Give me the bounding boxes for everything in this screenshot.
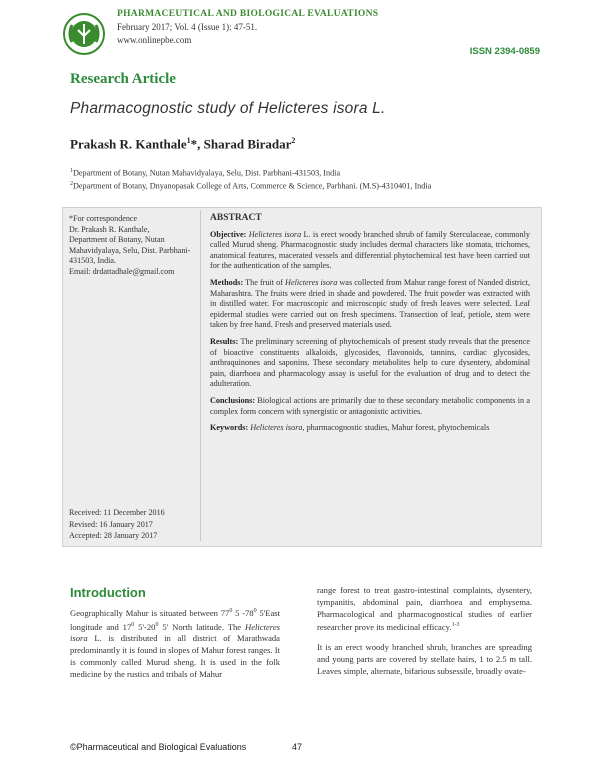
wreath-seal-icon bbox=[62, 12, 106, 56]
correspondence-email[interactable]: Email: drdattadhale@gmail.com bbox=[69, 266, 175, 276]
journal-issue: February 2017; Vol. 4 (Issue 1): 47-51. bbox=[117, 22, 258, 32]
abstract-heading: ABSTRACT bbox=[210, 213, 262, 223]
correspondence: *For correspondence Dr. Prakash R. Kanthale, Department of Botany, Nutan Mahavidyalaya, Selu, Dist. Parbhani-431503, India. Email: drdattadhale@gmail.com bbox=[69, 214, 197, 278]
intro-paragraph-3: It is an erect woody branched shrub, branches are spreading and young parts are covered by stellate hairs, 1 to 2.5 m tall. Leaves simple, alternate, bifarious subsessile, broadly ovate- bbox=[317, 642, 532, 676]
article-title: Pharmacognostic study of Helicteres isora L. bbox=[70, 100, 386, 117]
journal-name: PHARMACEUTICAL AND BIOLOGICAL EVALUATIONS bbox=[117, 9, 379, 19]
page-number: 47 bbox=[292, 742, 303, 752]
date-received: Received: 11 December 2016 bbox=[69, 508, 165, 517]
intro-paragraph-2: range forest to treat gastro-intestinal complaints, dysentery, tympanitis, abdominal pain, diarrhoea and emphysema. Pharmacological and pharmacognostical studies of earlier researcher prove its medicinal efficacy.$^{1-3}$ bbox=[317, 585, 532, 633]
journal-url[interactable]: www.onlinepbe.com bbox=[117, 35, 192, 45]
body-column-right bbox=[317, 585, 532, 685]
box-divider bbox=[200, 210, 201, 541]
author-1: Prakash R. Kanthale bbox=[70, 136, 187, 152]
abstract-results: Results: The preliminary screening of phytochemicals of present study reveals that the presence of bioactive constituents alkaloids, glycosides, flavonoids, tannins, cardiac glycosides, anthraquinones and saponins. These secondary metabolites help to cure dysentery, abdominal pain, diarrhoea and pharmacology assay is useful for the evaluation of drug and to detect the adulteration. bbox=[210, 336, 530, 389]
article-type: Research Article bbox=[70, 71, 176, 87]
abstract-objective: Objective: Helicteres isora L. is erect woody branched shrub of family Sterculaceae, commonly called Murud sheng. Pharmacognostic study includes dermal characters like stomata, trichomes, anatomical features, macerated vessels and differential phytochemical test have been carried out for the authentication of the samples. bbox=[210, 229, 530, 271]
authors: Prakash R. Kanthale$^1$*, Sharad Biradar$^2$ bbox=[70, 136, 296, 152]
author-2: Sharad Biradar bbox=[203, 136, 292, 152]
article-dates bbox=[69, 507, 197, 542]
date-revised: Revised: 16 January 2017 bbox=[69, 519, 153, 529]
date-accepted: Accepted: 28 January 2017 bbox=[69, 531, 158, 540]
abstract bbox=[210, 213, 530, 440]
abstract-methods: Methods: The fruit of Helicteres isora was collected from Mahur range forest of Nanded district, Maharashtra. The fruits were dried in shade and powdered. The fruit powder was extracted with in distilled water. For macroscopic and microscopic study of fresh leaves were selected. Leaf epidermal studies were carried out on fresh specimens. Transection of leaf, petiole, stem were taken by free hand. Fresh and preserved materials used. bbox=[210, 277, 530, 330]
section-heading-introduction: Introduction bbox=[70, 585, 146, 600]
issn: ISSN 2394-0859 bbox=[469, 46, 540, 57]
intro-paragraph-1: Geographically Mahur is situated between $77^0$ 5 $-78^0$ 5'East longitude and $17^0$ $5'-20^0$ 5' North latitude. The Helicteres isora L. is distributed in all district of Marathwada predominantly it is found in slopes of Mahur forest ranges. It is commonly called Murud sheng. It is used in the folk medicine by the rustics and tribals of Mahur bbox=[70, 607, 281, 679]
abstract-keywords: Keywords: Helicteres isora, pharmacognostic studies, Mahur forest, phytochemicals bbox=[210, 423, 490, 433]
affiliation-1: $^1$Department of Botany, Nutan Mahavidyalaya, Selu, Dist. Parbhani-431503, India bbox=[70, 168, 341, 178]
abstract-conclusions: Conclusions: Biological actions are primarily due to these secondary metabolic components in a complex form concern with synergistic or antagonistic activities. bbox=[210, 395, 530, 416]
body-column-left bbox=[70, 606, 280, 689]
affiliation-2: $^2$Department of Botany, Dnyanopasak College of Arts, Commerce & Science, Parbhani. (M.S)-4310401, India bbox=[70, 181, 432, 191]
footer-copyright: ©Pharmaceutical and Biological Evaluations bbox=[70, 742, 247, 752]
